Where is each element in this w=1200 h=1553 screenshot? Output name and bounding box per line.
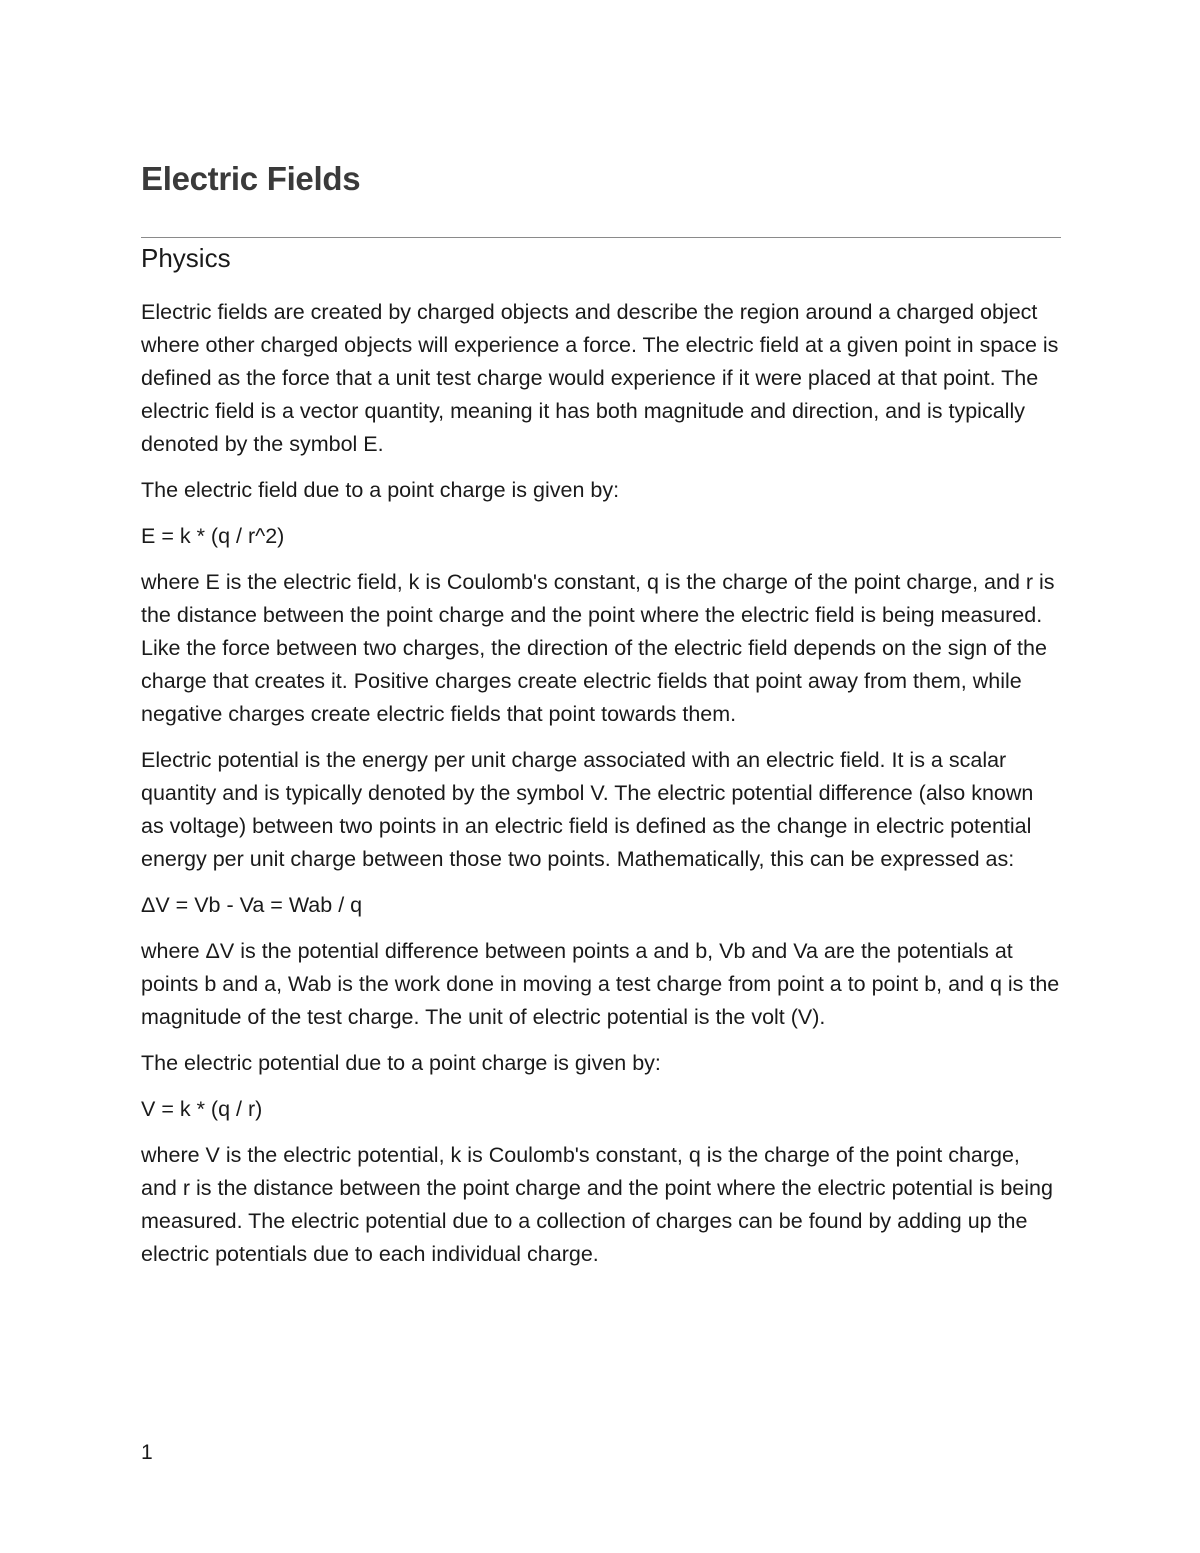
paragraph-electric-potential: Electric potential is the energy per unit charge associated with an electric field. It is a scalar quantity and is typically denoted by the symbol V. The electric potential difference (also known as voltage) between two points in an electric field is defined as the change in electric potential energy per unit charge between those two points. Mathematically, this can be expressed as: [141,748,1034,871]
title-divider [141,237,1061,238]
paragraph-electric-fields-intro: Electric fields are created by charged objects and describe the region around a charged object where other charged objects will experience a force. The electric field at a given point in space is defined as the force that a unit test charge would experience if it were placed at that point. The electric field is a vector quantity, meaning it has both magnitude and direction, and is typically denoted by the symbol E. [141,300,1059,456]
paragraph-potential-explanation: where V is the electric potential, k is Coulomb's constant, q is the charge of the point charge, and r is the distance between the point charge and the point where the electric potential is being measured. The electric potential due to a collection of charges can be found by adding up the electric potentials due to each individual charge. [141,1143,1053,1266]
page-number: 1 [141,1441,153,1464]
paragraph-potential-difference-explanation: where ΔV is the potential difference between points a and b, Vb and Va are the potentials at points b and a, Wab is the work done in moving a test charge from point a to point b, and q is the magnitude of the test charge. The unit of electric potential is the volt (V). [141,939,1060,1029]
paragraph-field-explanation: where E is the electric field, k is Coulomb's constant, q is the charge of the point charge, and r is the distance between the point charge and the point where the electric field is being measured. Like the force between two charges, the direction of the electric field depends on the sign of the charge that creates it. Positive charges create electric fields that point away from them, while negative charges create electric fields that point towards them. [141,570,1055,726]
equation-potential-difference: ΔV = Vb - Va = Wab / q [141,893,363,917]
equation-electric-field: E = k * (q / r^2) [141,524,285,548]
equation-electric-potential: V = k * (q / r) [141,1097,263,1121]
paragraph-point-charge-field-intro: The electric field due to a point charge is given by: [141,478,620,502]
paragraph-point-charge-potential-intro: The electric potential due to a point charge is given by: [141,1051,661,1075]
document-title: Electric Fields [141,160,361,197]
document-subtitle: Physics [141,243,231,273]
document-body [141,296,1061,1284]
